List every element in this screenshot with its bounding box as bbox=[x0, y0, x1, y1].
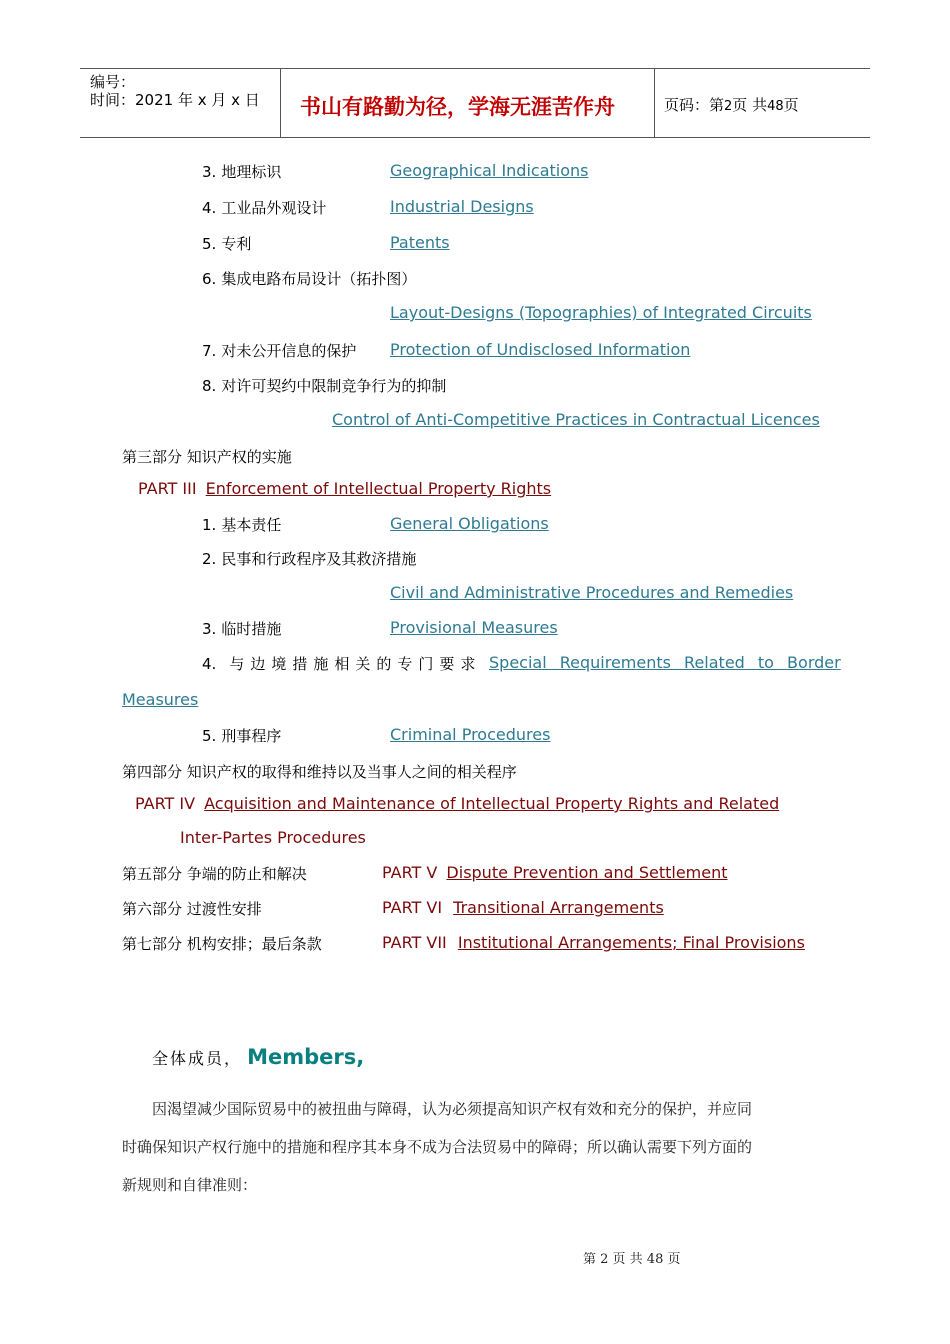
toc-link-layout-designs[interactable]: Layout-Designs (Topographies) of Integrated Circuits bbox=[390, 303, 812, 322]
page-prefix: 页码：第 bbox=[664, 96, 725, 114]
part-label: PART VI bbox=[382, 898, 443, 917]
members-en: Members, bbox=[247, 1045, 365, 1069]
toc-item bbox=[202, 233, 251, 254]
header-table bbox=[80, 68, 870, 138]
toc-item bbox=[202, 375, 446, 396]
part-heading-cn: 第三部分 知识产权的实施 bbox=[122, 448, 292, 466]
page-mid: 页 共 bbox=[732, 96, 768, 114]
part-heading-en bbox=[382, 933, 805, 952]
item-number: 4. bbox=[202, 655, 217, 673]
item-number: 5. bbox=[202, 235, 217, 253]
toc-link-border-measures-cont[interactable]: Measures bbox=[122, 690, 199, 709]
item-number: 3. bbox=[202, 163, 217, 181]
toc-link-institutional[interactable]: Institutional Arrangements; Final Provisions bbox=[457, 933, 805, 952]
item-number: 3. bbox=[202, 620, 217, 638]
header-page-info bbox=[664, 94, 799, 115]
toc-item bbox=[202, 197, 326, 218]
item-number: 7. bbox=[202, 342, 217, 360]
toc-link-enforcement[interactable]: Enforcement of Intellectual Property Rights bbox=[205, 479, 552, 498]
toc-item bbox=[202, 548, 416, 569]
paragraph-line: 因渴望减少国际贸易中的被扭曲与障碍，认为必须提高知识产权有效和充分的保护，并应同 bbox=[152, 1100, 753, 1118]
divider bbox=[280, 69, 281, 137]
item-cn-title: 临时措施 bbox=[221, 620, 282, 638]
toc-link-general-obligations[interactable]: General Obligations bbox=[390, 514, 549, 533]
toc-item bbox=[202, 725, 281, 746]
item-cn-title: 工业品外观设计 bbox=[221, 199, 327, 217]
item-cn-title: 地理标识 bbox=[221, 163, 282, 181]
part-heading-cn: 第六部分 过渡性安排 bbox=[122, 900, 262, 918]
toc-item bbox=[202, 161, 281, 182]
toc-link-transitional[interactable]: Transitional Arrangements bbox=[453, 898, 664, 917]
toc-link-patents[interactable]: Patents bbox=[390, 233, 450, 252]
toc-link-anti-competitive-practices[interactable]: Control of Anti-Competitive Practices in Contractual Licences bbox=[332, 410, 820, 429]
toc-link-criminal-procedures[interactable]: Criminal Procedures bbox=[390, 725, 551, 744]
part-label: PART V bbox=[382, 863, 438, 882]
item-number: 8. bbox=[202, 377, 217, 395]
toc-link-industrial-designs[interactable]: Industrial Designs bbox=[390, 197, 534, 216]
time-label: 时间：2021 年 x 月 x 日 bbox=[90, 91, 260, 109]
page-suffix: 页 bbox=[783, 96, 799, 114]
item-cn-title: 专利 bbox=[221, 235, 252, 253]
part-heading-en bbox=[138, 479, 551, 498]
toc-item bbox=[202, 268, 416, 289]
part-heading-cn: 第七部分 机构安排；最后条款 bbox=[122, 935, 322, 953]
toc-link-geographical-indications[interactable]: Geographical Indications bbox=[390, 161, 589, 180]
item-number: 2. bbox=[202, 550, 217, 568]
toc-link-civil-procedures[interactable]: Civil and Administrative Procedures and Remedies bbox=[390, 583, 794, 602]
divider bbox=[654, 69, 655, 137]
part-heading-en-cont: Inter-Partes Procedures bbox=[180, 828, 366, 847]
toc-item bbox=[202, 514, 281, 535]
paragraph-line: 时确保知识产权行施中的措施和程序其本身不成为合法贸易中的障碍；所以确认需要下列方面的 bbox=[122, 1138, 753, 1156]
part-label: PART IV bbox=[135, 794, 196, 813]
item-cn-title: 对许可契约中限制竞争行为的抑制 bbox=[221, 377, 447, 395]
item-number: 5. bbox=[202, 727, 217, 745]
toc-link-provisional-measures[interactable]: Provisional Measures bbox=[390, 618, 558, 637]
item-cn-title: 民事和行政程序及其救济措施 bbox=[221, 550, 417, 568]
header-meta bbox=[80, 69, 280, 137]
toc-link-acquisition[interactable]: Acquisition and Maintenance of Intellectual Property Rights and Related bbox=[204, 794, 780, 813]
toc-link-border-measures[interactable]: Special Requirements Related to Border bbox=[489, 653, 841, 672]
toc-item bbox=[202, 618, 281, 639]
paragraph-line: 新规则和自律准则： bbox=[122, 1176, 258, 1194]
page-footer: 第 2 页 共 48 页 bbox=[583, 1252, 681, 1267]
item-cn-title: 基本责任 bbox=[221, 516, 282, 534]
item-number: 1. bbox=[202, 516, 217, 534]
item-cn-title: 集成电路布局设计（拓扑图） bbox=[221, 270, 417, 288]
item-number: 6. bbox=[202, 270, 217, 288]
item-cn-title: 对未公开信息的保护 bbox=[221, 342, 357, 360]
members-heading bbox=[152, 1045, 364, 1069]
page-number: 2 bbox=[724, 99, 733, 114]
toc-item bbox=[202, 340, 356, 361]
part-heading-en bbox=[382, 863, 728, 882]
part-heading-cn: 第五部分 争端的防止和解决 bbox=[122, 865, 307, 883]
toc-item bbox=[202, 653, 481, 674]
part-label: PART III bbox=[138, 479, 197, 498]
number-label: 编号： bbox=[90, 73, 136, 91]
part-heading-cn: 第四部分 知识产权的取得和维持以及当事人之间的相关程序 bbox=[122, 763, 517, 781]
members-cn: 全体成员， bbox=[152, 1049, 243, 1068]
item-cn-title: 与边境措施相关的专门要求 bbox=[229, 655, 482, 673]
header-motto: 书山有路勤为径，学海无涯苦作舟 bbox=[300, 94, 615, 119]
toc-link-undisclosed-information[interactable]: Protection of Undisclosed Information bbox=[390, 340, 691, 359]
item-cn-title: 刑事程序 bbox=[221, 727, 282, 745]
preamble-paragraph bbox=[122, 1090, 828, 1204]
toc-link-dispute-prevention[interactable]: Dispute Prevention and Settlement bbox=[446, 863, 728, 882]
page-total: 48 bbox=[767, 99, 784, 114]
part-heading-en bbox=[135, 794, 779, 813]
part-label: PART VII bbox=[382, 933, 447, 952]
part-heading-en bbox=[382, 898, 664, 917]
item-number: 4. bbox=[202, 199, 217, 217]
